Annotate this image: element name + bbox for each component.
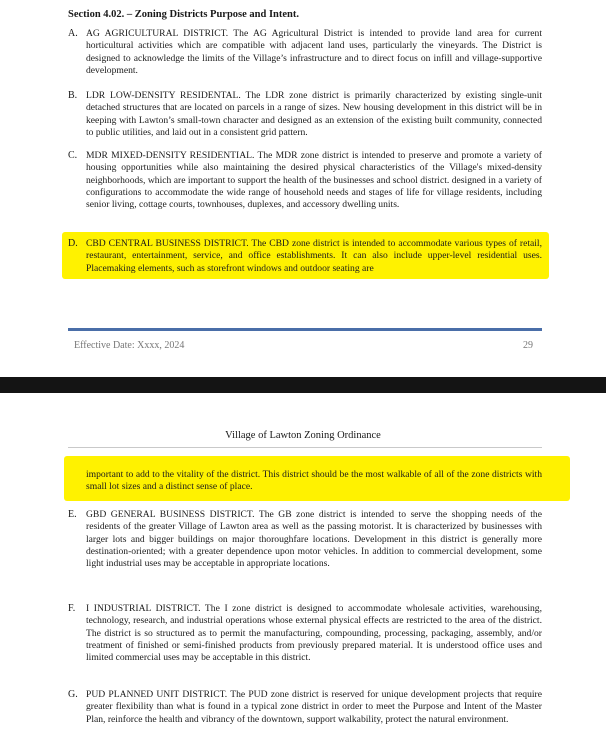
running-header: Village of Lawton Zoning Ordinance bbox=[225, 430, 381, 441]
footer-effective-date: Effective Date: Xxxx, 2024 bbox=[74, 340, 185, 351]
document-page-2 bbox=[0, 393, 606, 753]
item-letter: A. bbox=[68, 28, 78, 39]
continuation-paragraph: important to add to the vitality of the district. This district should be the most walkable of all of the zone districts with small lot sizes and a distinct sense of place. bbox=[86, 469, 542, 493]
item-letter: G. bbox=[68, 689, 78, 700]
item-letter: C. bbox=[68, 150, 78, 161]
item-letter: D. bbox=[68, 238, 78, 249]
list-item-cbd-district bbox=[68, 238, 542, 275]
list-item-ag-district bbox=[68, 28, 542, 77]
footer-rule bbox=[68, 328, 542, 331]
section-heading: Section 4.02. – Zoning Districts Purpose and Intent. bbox=[68, 9, 300, 20]
item-letter: E. bbox=[68, 509, 77, 520]
page-separator bbox=[0, 377, 606, 393]
item-text: LDR LOW-DENSITY RESIDENTAL. The LDR zone district is primarily characterized by existing single-unit detached structures that are located on parcels in a range of sizes. New housing development in this district will be in keeping with Lawton’s small-town character and designed as an extension of the existing built community, connected to public utilities, and laid out in a consistent grid pattern. bbox=[86, 90, 542, 138]
list-item-pud-district bbox=[68, 689, 542, 726]
item-letter: B. bbox=[68, 90, 78, 101]
list-item-mdr-district bbox=[68, 150, 542, 211]
page-number: 29 bbox=[523, 340, 533, 351]
list-item-ldr-district bbox=[68, 90, 542, 139]
item-letter: F. bbox=[68, 603, 76, 614]
list-item-industrial-district bbox=[68, 603, 542, 664]
item-text: CBD CENTRAL BUSINESS DISTRICT. The CBD zone district is intended to accommodate various types of retail, restaurant, entertainment, service, and office establishments. It can also include upper-level residential uses. Placemaking elements, such as storefront windows and outdoor seating are bbox=[86, 238, 542, 274]
item-text: I INDUSTRIAL DISTRICT. The I zone district is designed to accommodate wholesale activities, warehousing, technology, research, and industrial operations whose external physical effects are restricted to the area of the district. The district is so structured as to permit the manufacturing, compounding, processing, packaging, assembly, and/or treatment of finished or semi-finished products from previously prepared material. It is understood office uses and limited commercial uses may be acceptable in this district. bbox=[86, 603, 542, 664]
item-text: GBD GENERAL BUSINESS DISTRICT. The GB zone district is intended to serve the shopping needs of the residents of the greater Village of Lawton area as well as the passing motorist. It is characterized by businesses with larger lots and bigger buildings on major thoroughfare locations. Development in this district is generally more destination-oriented; with a greater dependence upon motor vehicles. In addition to commercial development, some light industrial uses may be acceptable in appropriate locations. bbox=[86, 509, 542, 570]
header-rule bbox=[68, 447, 542, 448]
item-text: PUD PLANNED UNIT DISTRICT. The PUD zone district is reserved for unique development projects that require greater flexibility than what is found in a typical zone district in order to meet the Purpose and Intent of the Master Plan, reinforce the health and vibrancy of the downtown, support walkability, protect the natural environment. bbox=[86, 689, 542, 725]
item-text: MDR MIXED-DENSITY RESIDENTIAL. The MDR zone district is intended to preserve and promote a variety of housing opportunities while also maintaining the desired physical characteristics of the Village's mixed-density neighborhoods, which are important to support the health of the businesses and school district. designed in a variety of configurations to accommodate the wide range of household needs and stages of life for village residents, including senior living, cottage courts, townhouses, duplexes, and accessory dwelling units. bbox=[86, 150, 542, 211]
item-text: AG AGRICULTURAL DISTRICT. The AG Agricultural District is intended to provide land area for current horticultural activities which are compatible with adjacent land uses, particularly the vineyards. The District is designed to acknowledge the limits of the Village’s infrastructure and to direct focus on infill and village-supportive development. bbox=[86, 28, 542, 76]
list-item-gbd-district bbox=[68, 509, 542, 570]
